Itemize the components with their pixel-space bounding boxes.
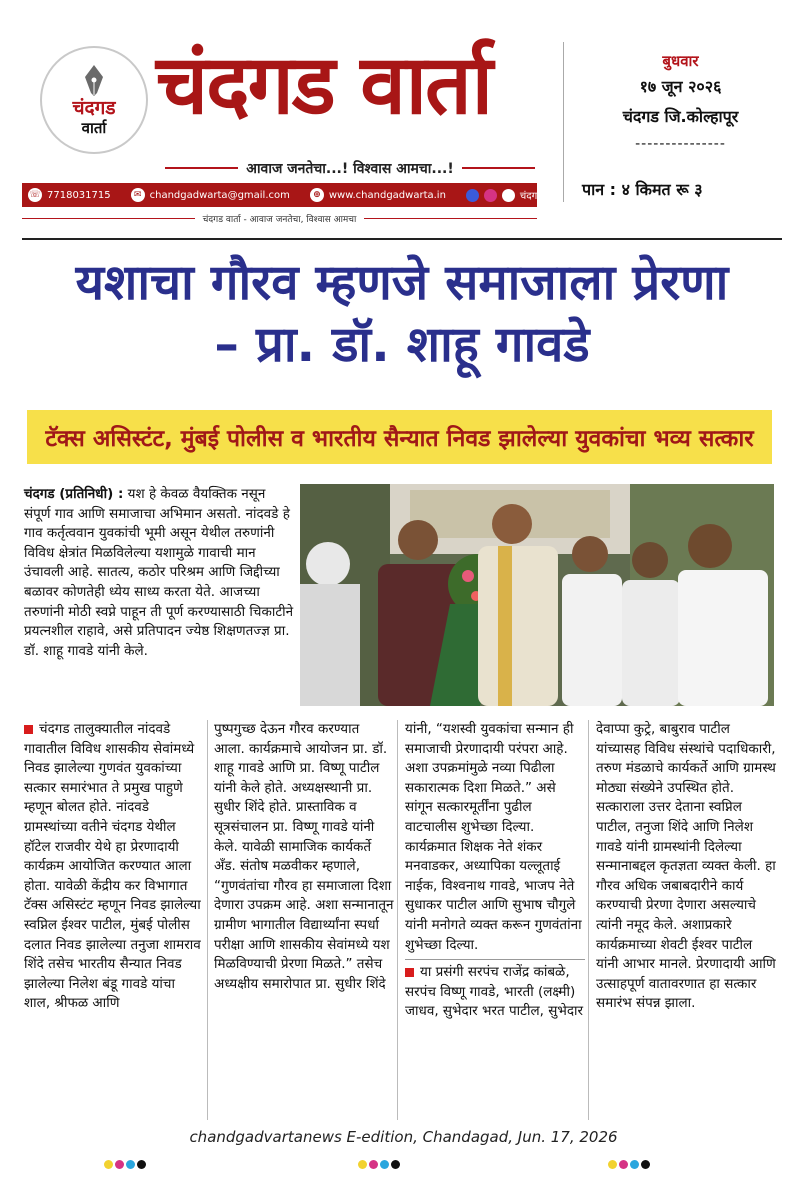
edition-footer: chandgadvartanews E-edition, Chandagad, Jun. 17, 2026 bbox=[189, 1128, 618, 1146]
email-contact[interactable] bbox=[131, 188, 290, 202]
issue-date: १७ जून २०२६ bbox=[639, 77, 722, 96]
social-links[interactable] bbox=[466, 188, 562, 202]
article-column-1 bbox=[24, 720, 204, 1014]
tagline bbox=[165, 157, 535, 179]
headline-line2: – प्रा. डॉ. शाहू गावडे bbox=[214, 316, 590, 373]
social-label: चंदगड वार्ता bbox=[519, 191, 563, 202]
registration-mark-icon bbox=[358, 1160, 400, 1169]
globe-icon: ⊕ bbox=[310, 188, 324, 202]
registration-mark-icon bbox=[608, 1160, 650, 1169]
date-box bbox=[578, 50, 783, 156]
column-3-text-b: या प्रसंगी सरपंच राजेंद्र कांबळे, सरपंच विष्णू गावडे, भारती (लक्ष्मी) जाधव, सुभेदार भरत पाटील, सुभेदार bbox=[405, 964, 584, 1020]
paragraph-bullet bbox=[405, 968, 414, 977]
article-column-3 bbox=[405, 720, 585, 1022]
column-divider bbox=[207, 720, 208, 1120]
masthead-divider bbox=[563, 42, 564, 202]
bottom-tag-text: चंदगड वार्ता - आवाज जनतेचा, विश्वास आमचा bbox=[202, 214, 357, 225]
article-column-4 bbox=[596, 720, 776, 1014]
email-address: chandgadwarta@gmail.com bbox=[149, 189, 290, 201]
weekday: बुधवार bbox=[662, 52, 699, 70]
website-contact[interactable] bbox=[310, 188, 446, 202]
issue-place: चंदगड जि.कोल्हापूर bbox=[622, 107, 739, 126]
instagram-icon[interactable] bbox=[484, 189, 497, 202]
registration-mark-icon bbox=[104, 1160, 146, 1169]
page-and-price: पान : ४ किमत रू ३ bbox=[582, 180, 703, 199]
pen-nib-icon bbox=[81, 63, 107, 97]
contact-bar bbox=[22, 183, 563, 207]
article-column-2 bbox=[214, 720, 394, 994]
facebook-icon[interactable] bbox=[466, 189, 479, 202]
headline bbox=[22, 252, 782, 376]
phone-number: 7718031715 bbox=[47, 189, 111, 201]
masthead-title: चंदगड वार्ता bbox=[156, 38, 492, 133]
intro-text: यश हे केवळ वैयक्तिक नसून संपूर्ण गाव आणि समाजाचा अभिमान असतो. नांदवडे हे गाव कर्तृत्ववान युवकांची भूमी असून येथील तरुणांनी विविध क्षेत्रांत मिळविलेल्या यशामुळे गावाची मान उंचावली आहे. सातत्य, कठोर परिश्रम आणि जिद्दीच्या बळावर कोणतेही ध्येय साध्य करता येते. आजच्या तरुणांनी मोठी स्वप्ने पाहून ती पूर्ण करण्यासाठी चिकाटीने प्रयत्नशील राहावे, असे प्रतिपादन ज्येष्ठ शिक्षणतज्ज्ञ प्रा. डॉ. शाहू गावडे यांनी केले. bbox=[24, 486, 294, 659]
masthead-bottom-tag bbox=[22, 210, 537, 226]
email-icon: ✉ bbox=[131, 188, 145, 202]
phone-contact[interactable] bbox=[28, 188, 111, 202]
logo-text-line1: चंदगड bbox=[72, 97, 116, 119]
phone-icon: ☏ bbox=[29, 190, 41, 200]
youtube-icon[interactable] bbox=[502, 189, 515, 202]
headline-line1: यशाचा गौरव म्हणजे समाजाला प्रेरणा bbox=[75, 254, 729, 311]
website-url: www.chandgadwarta.in bbox=[328, 189, 446, 201]
dateline: चंदगड (प्रतिनिधी) : bbox=[24, 486, 124, 502]
column-3-text-a: यांनी, “यशस्वी युवकांचा सन्मान ही समाजाची प्रेरणादायी परंपरा आहे. अशा उपक्रमांमुळे नव्या पिढीला सकारात्मक दिशा मिळते.” असे सांगून सत्कारमूर्तींना पुढील वाटचालीस शुभेच्छा दिल्या. कार्यक्रमात शिक्षक नेते शंकर मनवाडकर, अध्यापिका यल्लूताई नाईक, विश्वनाथ गावडे, भाजप नेते सुधाकर पाटील आणि सुभाष चौगुले यांनी मनोगते व्यक्त करून गुणवंतांना शुभेच्छा दिल्या. bbox=[405, 721, 582, 953]
masthead-rule bbox=[22, 238, 782, 240]
date-divider: --------------- bbox=[635, 136, 726, 152]
event-photo bbox=[300, 484, 774, 706]
column-divider bbox=[397, 720, 398, 1120]
column-1-text: चंदगड तालुक्यातील नांदवडे गावातील विविध शासकीय सेवांमध्ये निवड झालेल्या गुणवंत युवकांच्या सत्कार समारंभात ते प्रमुख पाहुणे म्हणून बोलत होते. नांदवडे ग्रामस्थांच्या वतीने चंदगड येथील हॉटेल राजवीर येथे हा प्रेरणादायी कार्यक्रम आयोजित करण्यात आला होता. यावेळी केंद्रीय कर विभागात टॅक्स असिस्टंट म्हणून निवड झालेल्या स्वप्निल ईश्वर पाटील, मुंबई पोलीस दलात निवड झालेल्या तनुजा शामराव शिंदे तसेच भारतीय सैन्यात निवड झालेल्या निलेश बंडू गावडे यांचा शाल, श्रीफळ आणि bbox=[24, 721, 201, 1012]
column-2-text: पुष्पगुच्छ देऊन गौरव करण्यात आला. कार्यक्रमाचे आयोजन प्रा. डॉ. शाहू गावडे आणि प्रा. विष्णू पाटील यांनी केले होते. अध्यक्षस्थानी प्रा. सुधीर शिंदे होते. प्रास्ताविक व सूत्रसंचालन प्रा. विष्णू गावडे यांनी केले. यावेळी सामाजिक कार्यकर्ते अँड. संतोष मळवीकर म्हणाले, “गुणवंतांचा गौरव हा समाजाला दिशा देणारा उपक्रम आहे. अशा सन्मानातून ग्रामीण भागातील विद्यार्थ्यांना स्पर्धा परीक्षा आणि शासकीय सेवांमध्ये यश मिळविण्याची प्रेरणा मिळते.” तसेच अध्यक्षीय समारोपात प्रा. सुधीर शिंदे bbox=[214, 721, 394, 992]
newspaper-logo bbox=[40, 46, 148, 154]
subheadline: टॅक्स असिस्टंट, मुंबई पोलीस व भारतीय सैन्यात निवड झालेल्या युवकांचा भव्य सत्कार bbox=[27, 410, 772, 464]
logo-text-line2: वार्ता bbox=[81, 119, 107, 137]
tagline-text: आवाज जनतेचा...! विश्वास आमचा...! bbox=[246, 160, 454, 177]
paragraph-bullet bbox=[24, 725, 33, 734]
column-divider bbox=[588, 720, 589, 1120]
column-4-text: देवाप्पा कुट्रे, बाबुराव पाटील यांच्यासह विविध संस्थांचे पदाधिकारी, तरुण मंडळाचे कार्यकर्ते आणि ग्रामस्थ मोठ्या संख्येने उपस्थित होते. सत्काराला उत्तर देताना स्वप्निल पाटील, तनुजा शिंदे आणि निलेश गावडे यांनी ग्रामस्थांनी दिलेल्या सन्मानाबद्दल कृतज्ञता व्यक्त केली. हा गौरव अधिक जबाबदारीने कार्य करण्याची प्रेरणा देणारा असल्याचे त्यांनी नमूद केले. अशाप्रकारे कार्यक्रमाच्या शेवटी ईश्वर पाटील यांनी आभार मानले. प्रेरणादायी आणि उत्साहपूर्ण वातावरणात हा सत्कार समारंभ संपन्न झाला. bbox=[596, 721, 776, 1012]
intro-paragraph bbox=[24, 485, 294, 661]
